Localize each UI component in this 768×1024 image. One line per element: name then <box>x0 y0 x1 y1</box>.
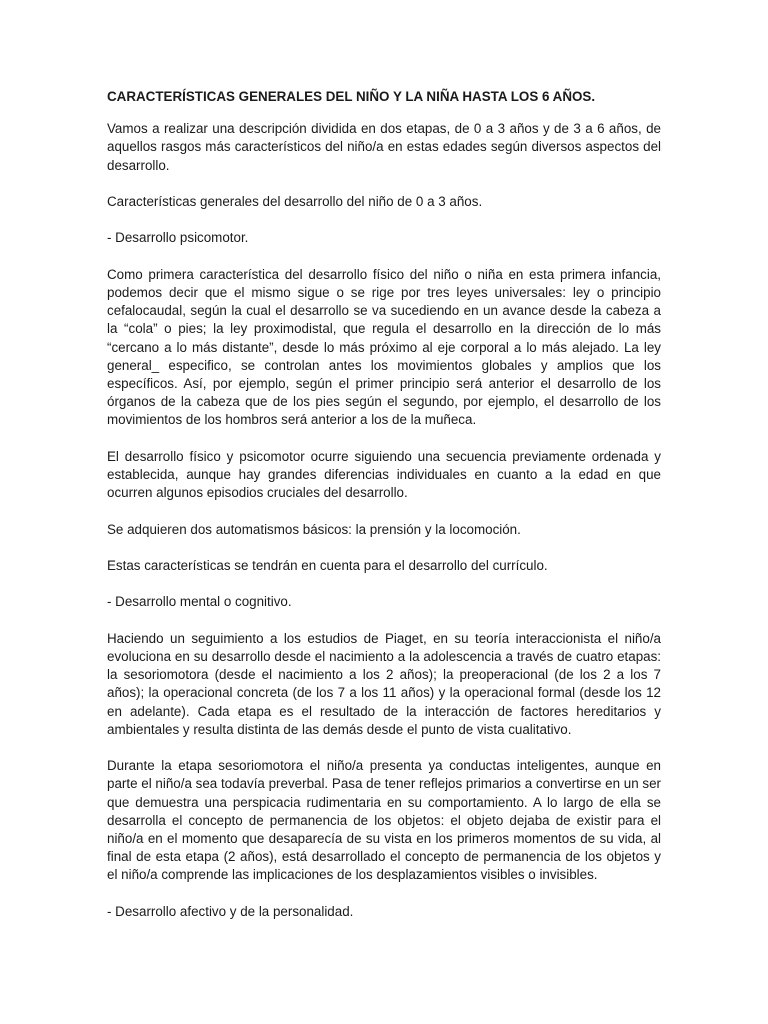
subsection-cognitivo: - Desarrollo mental o cognitivo. <box>107 594 292 610</box>
intro-paragraph: Vamos a realizar una descripción dividida en dos etapas, de 0 a 3 años y de 3 a 6 años, de aquellos rasgos más característicos del niño/a en estas edades según diversos aspectos del desarrollo. <box>107 121 661 173</box>
subsection-psicomotor: - Desarrollo psicomotor. <box>107 230 249 246</box>
section-heading-0-3-years: Características generales del desarrollo del niño de 0 a 3 años. <box>107 194 483 209</box>
document-title: CARACTERÍSTICAS GENERALES DEL NIÑO Y LA NIÑA HASTA LOS 6 AÑOS. <box>107 89 596 104</box>
paragraph-curriculo: Estas características se tendrán en cuenta para el desarrollo del currículo. <box>107 557 548 573</box>
document-page <box>107 88 661 939</box>
paragraph-secuencia-desarrollo: El desarrollo físico y psicomotor ocurre siguiendo una secuencia previamente ordenada y establecida, aunque hay grandes diferencias individuales en cuanto a la edad en que ocurren algunos episodios cruciales del desarrollo. <box>107 448 661 501</box>
subsection-afectivo: - Desarrollo afectivo y de la personalidad. <box>107 903 354 919</box>
paragraph-sesoriomotora: Durante la etapa sesoriomotora el niño/a presenta ya conductas inteligentes, aunque en parte el niño/a sea todavía preverbal. Pasa de tener reflejos primarios a convertirse en un ser que demuestra una perspicacia rudimentaria en su comportamiento. A lo largo de ella se desarrolla el concepto de permanencia de los objetos: el objeto dejaba de existir para el niño/a en el momento que desaparecía de su vista en los primeros momentos de su vida, al final de esta etapa (2 años), está desarrollado el concepto de permanencia de los objetos y el niño/a comprende las implicaciones de los desplazamientos visibles o invisibles. <box>107 758 661 883</box>
paragraph-leyes-universales: Como primera característica del desarrollo físico del niño o niña en esta primera infancia, podemos decir que el mismo sigue o se rige por tres leyes universales: ley o principio cefalocaudal, según la cual el desarrollo se va sucediendo en un avance desde la cabeza a la “cola” o pies; la ley proximodistal, que regula el desarrollo en la dirección de lo más “cercano a lo más distante”, desde lo más próximo al eje corporal a lo más alejado. La ley general_ especifico, se controlan antes los movimientos globales y amplios que los específicos. Así, por ejemplo, según el primer principio será anterior el desarrollo de los órganos de la cabeza que de los pies según el segundo, por ejemplo, el desarrollo de los movimientos de los hombros será anterior a los de la muñeca. <box>107 266 661 428</box>
paragraph-piaget: Haciendo un seguimiento a los estudios de Piaget, en su teoría interaccionista el niño/a evoluciona en su desarrollo desde el nacimiento a la adolescencia a través de cuatro etapas: la sesoriomotora (desde el nacimiento a los 2 años); la preoperacional (de los 2 a los 7 años); la operacional concreta (de los 7 a los 11 años) y la operacional formal (desde los 12 en adelante). Cada etapa es el resultado de la interacción de factores hereditarios y ambientales y resulta distinta de las demás desde el punto de vista cualitativo. <box>107 630 661 737</box>
paragraph-automatismos: Se adquieren dos automatismos básicos: la prensión y la locomoción. <box>107 521 521 537</box>
